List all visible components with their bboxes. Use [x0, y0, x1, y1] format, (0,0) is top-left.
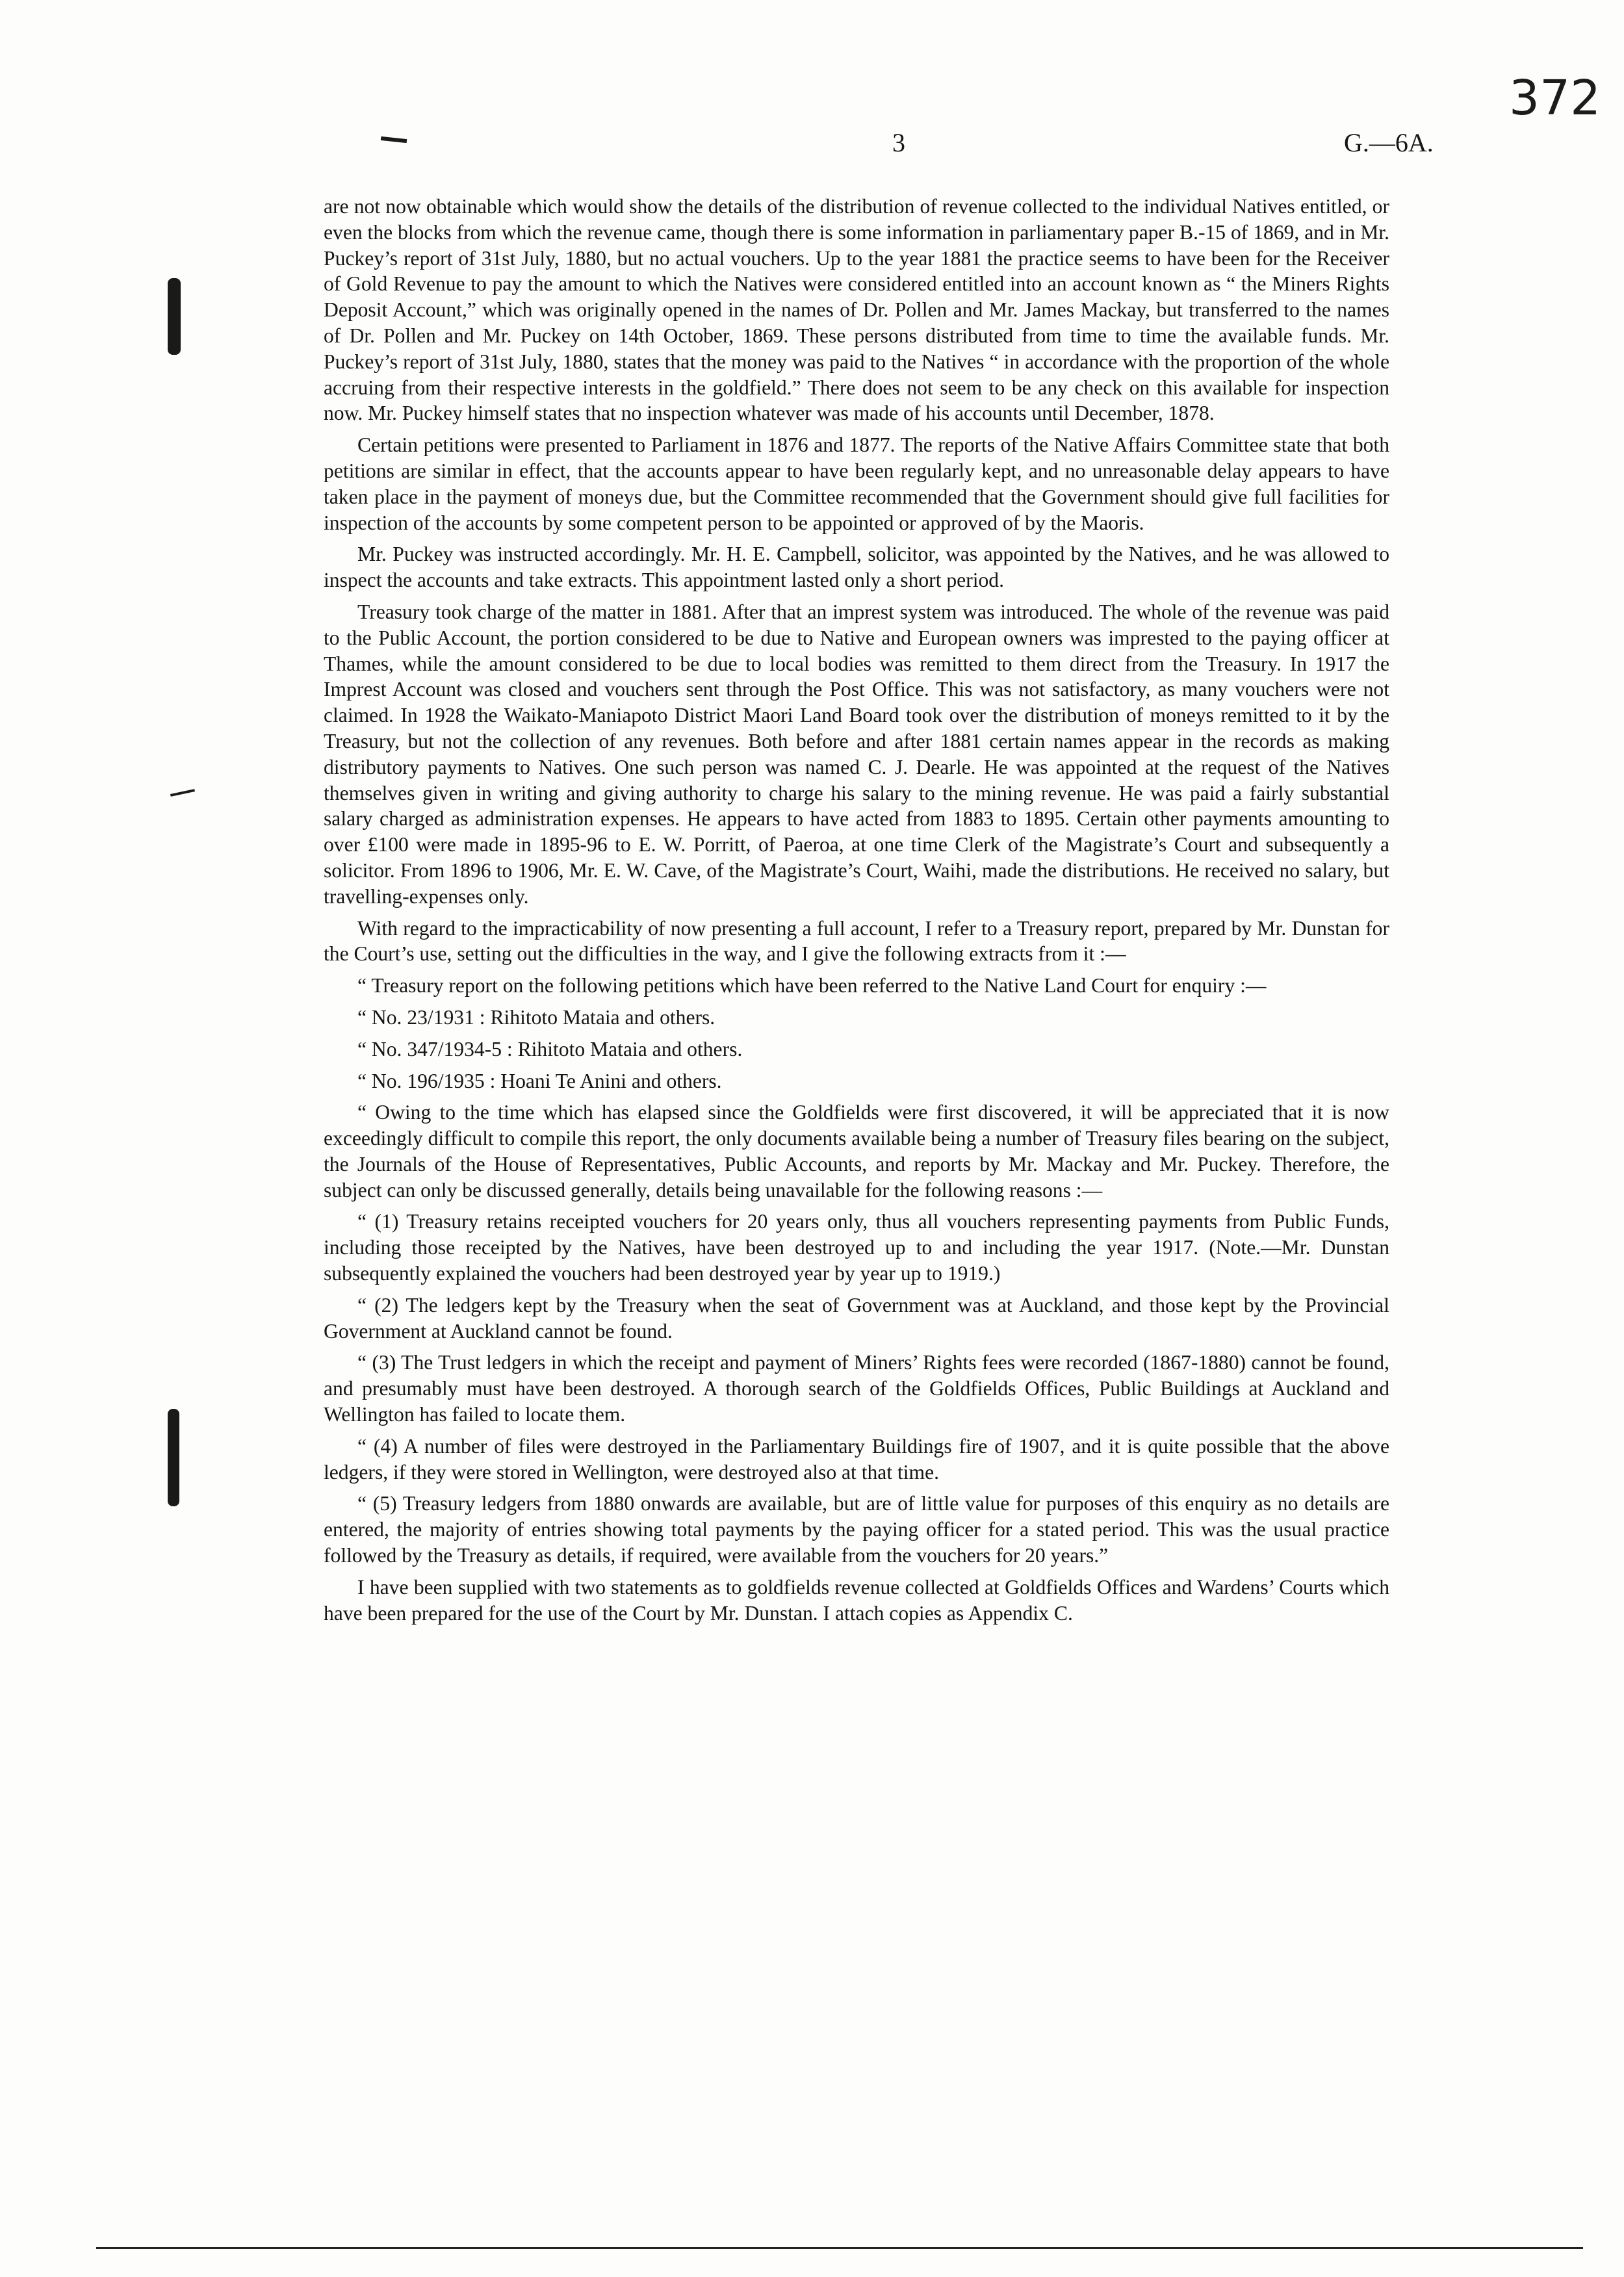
reason-item: “ (1) Treasury retains receipted vouchers for 20 years only, thus all vouchers representing payments from Public Funds, including those receipted by the Natives, have been destroyed up to and including the year 1917. (Note.—Mr. Dunstan subsequently explained the vouchers had been destroyed year by year up to 1919.)	[324, 1210, 1389, 1285]
binding-mark	[168, 1409, 179, 1506]
closing-paragraph: I have been supplied with two statements as to goldfields revenue collected at Goldfields Offices and Wardens’ Courts which have been prepared for the use of the Court by Mr. Dunstan. I attach copies as Appendix C.	[324, 1575, 1389, 1625]
page-number: 3	[892, 128, 905, 157]
reason-item: “ (4) A number of files were destroyed in the Parliamentary Buildings fire of 1907, and it is quite possible that the above ledgers, if they were stored in Wellington, were destroyed also at that time.	[324, 1434, 1389, 1484]
body-paragraph: Treasury took charge of the matter in 1881. After that an imprest system was introduced. The whole of the revenue was paid to the Public Account, the portion considered to be due to Native and European owners was imprested to the paying officer at Thames, while the amount considered to be due to local bodies was remitted to them direct from the Treasury. In 1917 the Imprest Account was closed and vouchers sent through the Post Office. This was not satisfactory, as many vouchers were not claimed. In 1928 the Waikato-Maniapoto District Maori Land Board took over the distribution of moneys remitted to it by the Treasury, but not the collection of any revenues. Both before and after 1881 certain names appear in the records as making distributory payments to Natives. One such person was named C. J. Dearle. He was appointed at the request of the Natives themselves given in writing and giving authority to charge his salary to the mining revenue. He was paid a fairly substantial salary charged as administration expenses. He appears to have acted from 1883 to 1895. Certain other payments amounting to over £100 were made in 1895-96 to E. W. Porritt, of Paeroa, at one time Clerk of the Magistrate’s Court and subsequently a solicitor. From 1896 to 1906, Mr. E. W. Cave, of the Magistrate’s Court, Waihi, made the distributions. He received no salary, but travelling-expenses only.	[324, 600, 1389, 908]
treasury-report-extract	[324, 973, 1389, 1569]
reason-item: “ (2) The ledgers kept by the Treasury when the seat of Government was at Auckland, and those kept by the Provincial Government at Auckland cannot be found.	[324, 1293, 1389, 1343]
reason-item: “ (5) Treasury ledgers from 1880 onwards are available, but are of little value for purposes of this enquiry as no details are entered, the majority of entries showing total payments by the paying officer for a stated period. This was the usual practice followed by the Treasury as details, if required, were available from the vouchers for 20 years.”	[324, 1492, 1389, 1567]
body-paragraph: With regard to the impracticability of now presenting a full account, I refer to a Treasury report, prepared by Mr. Dunstan for the Court’s use, setting out the difficulties in the way, and I give the following extracts from it :—	[324, 916, 1389, 966]
margin-scratch	[381, 136, 407, 143]
body-text	[324, 194, 1389, 1632]
margin-scratch	[170, 789, 195, 797]
extract-intro: “ Treasury report on the following petitions which have been referred to the Native Land Court for enquiry :—	[357, 974, 1267, 997]
petition-reference: “ No. 23/1931 : Rihitoto Mataia and others.	[357, 1005, 715, 1029]
reason-item: “ (3) The Trust ledgers in which the receipt and payment of Miners’ Rights fees were recorded (1867-1880) cannot be found, and presumably must have been destroyed. A thorough search of the Goldfields Offices, Public Buildings at Auckland and Wellington has failed to locate them.	[324, 1351, 1389, 1426]
body-paragraph: are not now obtainable which would show the details of the distribution of revenue collected to the individual Natives entitled, or even the blocks from which the revenue came, though there is some information in parliamentary paper B.-15 of 1869, and in Mr. Puckey’s report of 31st July, 1880, but no actual vouchers. Up to the year 1881 the practice seems to have been for the Receiver of Gold Revenue to pay the amount to which the Natives were considered entitled into an account known as “ the Miners Rights Deposit Account,” which was originally opened in the names of Dr. Pollen and Mr. James Mackay, but transferred to the names of Dr. Pollen and Mr. Puckey on 14th October, 1869. These persons distributed from time to time the available funds. Mr. Puckey’s report of 31st July, 1880, states that the money was paid to the Natives “ in accordance with the proportion of the whole accruing from their respective interests in the goldfield.” There does not seem to be any check on this available for inspection now. Mr. Puckey himself states that no inspection whatever was made of his accounts until December, 1878.	[324, 195, 1389, 425]
petition-reference: “ No. 347/1934-5 : Rihitoto Mataia and others.	[357, 1037, 743, 1061]
handwritten-page-number: 372	[1509, 70, 1601, 126]
body-paragraph: Certain petitions were presented to Parliament in 1876 and 1877. The reports of the Native Affairs Committee state that both petitions are similar in effect, that the accounts appear to have been regularly kept, and no unreasonable delay appears to have taken place in the payment of moneys due, but the Committee recommended that the Government should give full facilities for inspection of the accounts by some competent person to be appointed or approved of by the Maoris.	[324, 433, 1389, 534]
document-reference: G.—6A.	[1344, 128, 1434, 157]
petition-reference: “ No. 196/1935 : Hoani Te Anini and others.	[357, 1069, 722, 1092]
binding-mark	[168, 278, 181, 355]
extract-paragraph: “ Owing to the time which has elapsed since the Goldfields were first discovered, it will be appreciated that it is now exceedingly difficult to compile this report, the only documents available being a number of Treasury files bearing on the subject, the Journals of the House of Representatives, Public Accounts, and reports by Mr. Mackay and Mr. Puckey. Therefore, the subject can only be discussed generally, details being unavailable for the following reasons :—	[324, 1101, 1389, 1202]
body-paragraph: Mr. Puckey was instructed accordingly. Mr. H. E. Campbell, solicitor, was appointed by the Natives, and he was allowed to inspect the accounts and take extracts. This appointment lasted only a short period.	[324, 543, 1389, 592]
footer-rule	[96, 2247, 1583, 2249]
